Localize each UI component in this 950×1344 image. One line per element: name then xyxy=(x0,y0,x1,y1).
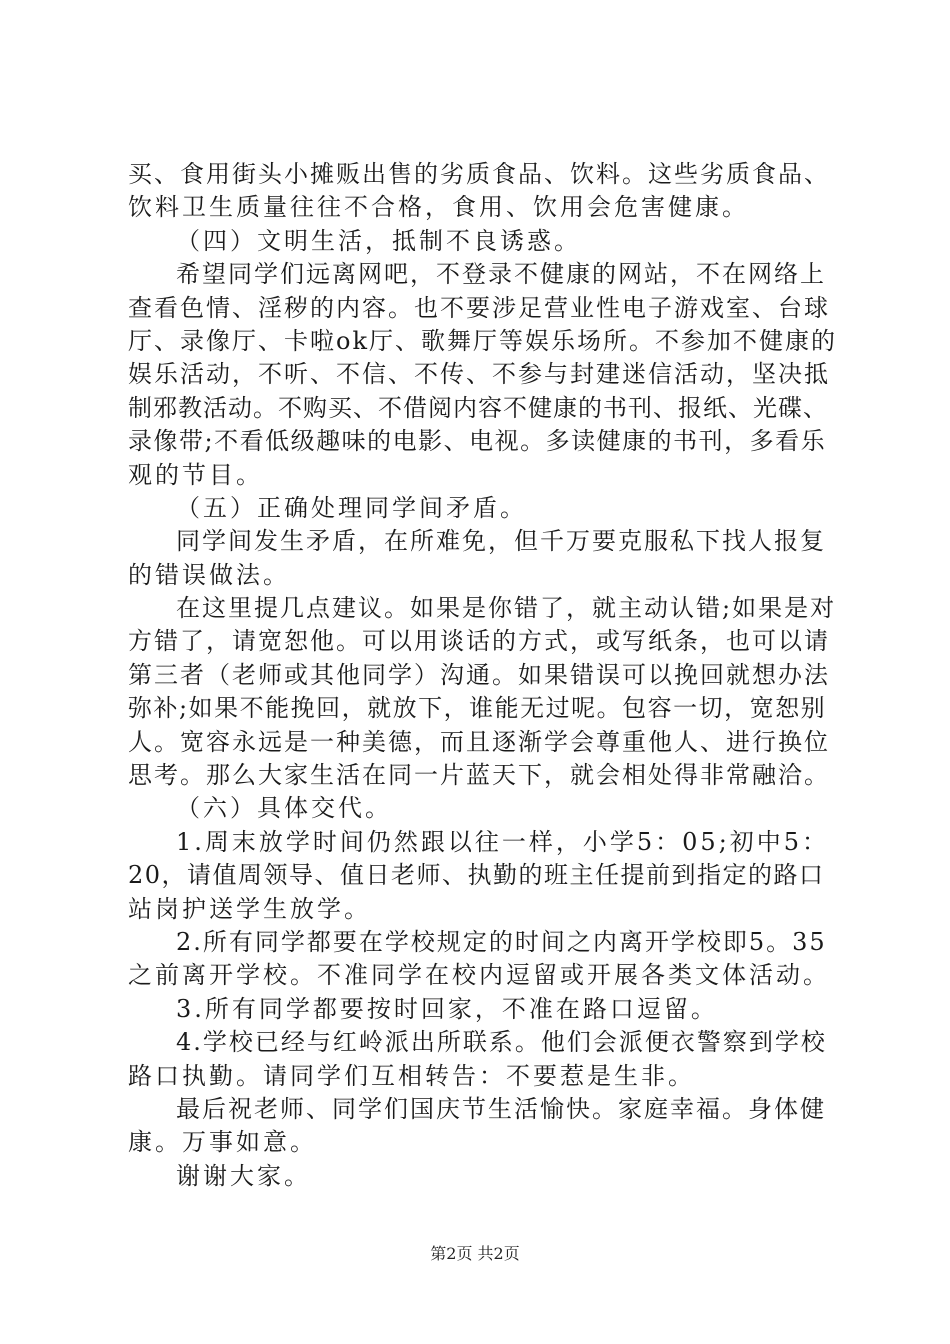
text-line: 弥补;如果不能挽回，就放下，谁能无过呢。包容一切，宽恕别 xyxy=(128,694,827,723)
text-line: 20，请值周领导、值日老师、执勤的班主任提前到指定的路口 xyxy=(128,861,825,890)
text-line: 厅、录像厅、卡啦ok厅、歌舞厅等娱乐场所。不参加不健康的 xyxy=(128,326,837,355)
text-line: 希望同学们远离网吧，不登录不健康的网站，不在网络上 xyxy=(176,260,826,289)
text-line: 人。宽容永远是一种美德，而且逐渐学会尊重他人、进行换位 xyxy=(128,727,830,756)
text-line: 饮料卫生质量往往不合格，食用、饮用会危害健康。 xyxy=(128,193,749,222)
text-line: 谢谢大家。 xyxy=(176,1161,311,1190)
text-line: 方错了，请宽恕他。可以用谈话的方式，或写纸条，也可以请 xyxy=(128,627,830,656)
text-line: 的错误做法。 xyxy=(128,560,290,589)
text-line: 站岗护送学生放学。 xyxy=(128,894,371,923)
text-line: 录像带;不看低级趣味的电影、电视。多读健康的书刊，多看乐 xyxy=(128,427,827,456)
text-line: 制邪教活动。不购买、不借阅内容不健康的书刊、报纸、光碟、 xyxy=(128,393,828,422)
text-line: （五）正确处理同学间矛盾。 xyxy=(176,493,527,522)
text-line: 康。万事如意。 xyxy=(128,1128,317,1157)
document-body xyxy=(128,158,838,1193)
text-line: （四）文明生活，抵制不良诱惑。 xyxy=(176,226,581,255)
text-line: 思考。那么大家生活在同一片蓝天下，就会相处得非常融洽。 xyxy=(128,761,830,790)
text-line: 第三者（老师或其他同学）沟通。如果错误可以挽回就想办法 xyxy=(128,660,830,689)
text-line: 2.所有同学都要在学校规定的时间之内离开学校即5。35 xyxy=(176,927,827,956)
text-line: （六）具体交代。 xyxy=(176,794,392,823)
text-line: 4.学校已经与红岭派出所联系。他们会派便衣警察到学校 xyxy=(176,1028,827,1057)
text-line: 3.所有同学都要按时回家，不准在路口逗留。 xyxy=(176,994,718,1023)
text-line: 查看色情、淫秽的内容。也不要涉足营业性电子游戏室、台球 xyxy=(128,293,830,322)
text-line: 1.周末放学时间仍然跟以往一样，小学5：05;初中5： xyxy=(176,827,830,856)
text-line: 观的节目。 xyxy=(128,460,263,489)
text-line: 在这里提几点建议。如果是你错了，就主动认错;如果是对 xyxy=(176,594,837,623)
text-line: 之前离开学校。不准同学在校内逗留或开展各类文体活动。 xyxy=(128,961,830,990)
page-footer: 第2页 共2页 xyxy=(430,1244,520,1263)
text-line: 娱乐活动，不听、不信、不传、不参与封建迷信活动，坚决抵 xyxy=(128,360,830,389)
text-line: 最后祝老师、同学们国庆节生活愉快。家庭幸福。身体健 xyxy=(176,1094,826,1123)
text-line: 路口执勤。请同学们互相转告：不要惹是生非。 xyxy=(128,1061,695,1090)
text-line: 买、食用街头小摊贩出售的劣质食品、饮料。这些劣质食品、 xyxy=(128,160,830,188)
text-line: 同学间发生矛盾，在所难免，但千万要克服私下找人报复 xyxy=(176,527,826,556)
